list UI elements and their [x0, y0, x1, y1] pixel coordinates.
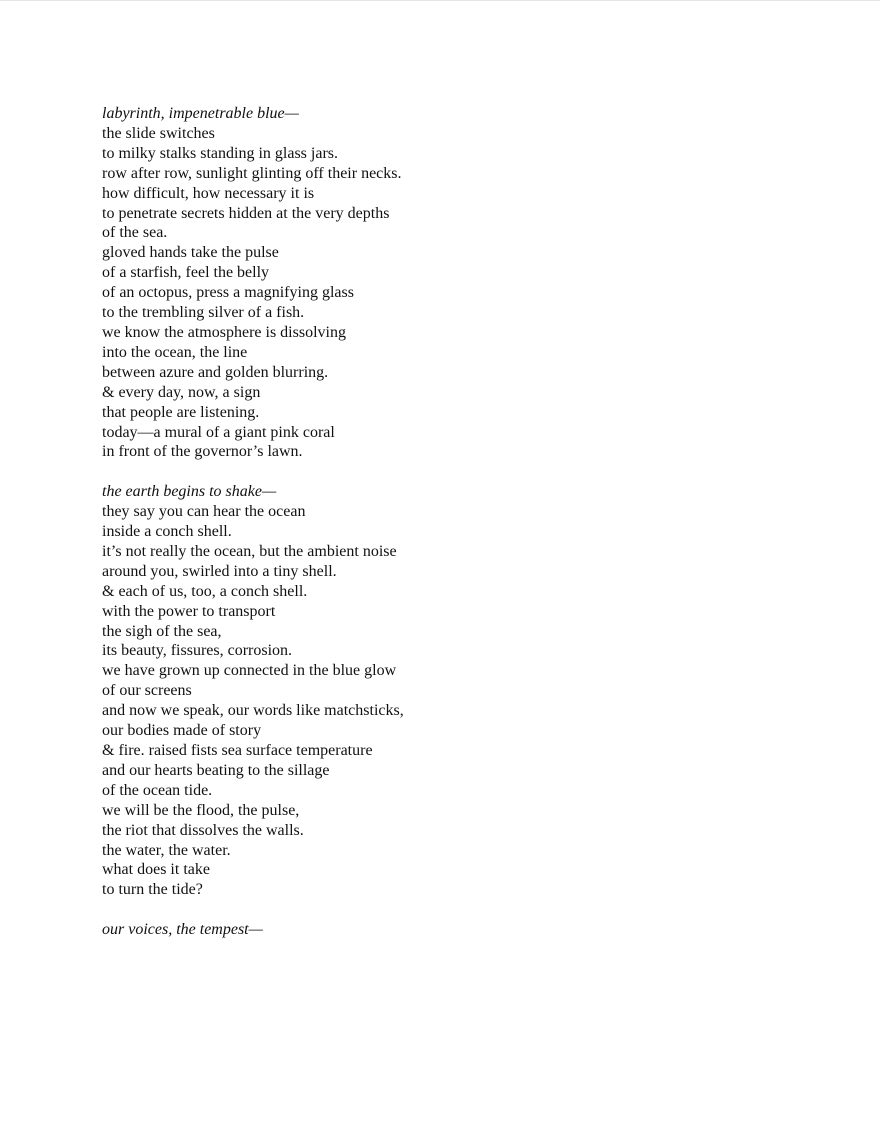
poem-body: [102, 104, 802, 940]
stanza: [102, 104, 802, 462]
poem-line: of an octopus, press a magnifying glass: [102, 284, 354, 302]
poem-line: of the ocean tide.: [102, 781, 213, 799]
poem-line: in front of the governor’s lawn.: [102, 443, 303, 461]
poem-line: we will be the flood, the pulse,: [102, 801, 300, 819]
poem-line: to milky stalks standing in glass jars.: [102, 144, 338, 162]
poem-line: our bodies made of story: [102, 722, 262, 740]
poem-line: to turn the tide?: [102, 881, 203, 899]
poem-line: how difficult, how necessary it is: [102, 184, 315, 202]
poem-line: of a starfish, feel the belly: [102, 264, 270, 282]
poem-line: we know the atmosphere is dissolving: [102, 323, 346, 341]
poem-line: the sigh of the sea,: [102, 622, 222, 640]
poem-line: to penetrate secrets hidden at the very depths: [102, 204, 390, 222]
poem-line: what does it take: [102, 861, 210, 879]
poem-line: to the trembling silver of a fish.: [102, 304, 305, 322]
poem-line: of our screens: [102, 682, 192, 700]
poem-line: it’s not really the ocean, but the ambient noise: [102, 542, 397, 560]
poem-line: of the sea.: [102, 224, 168, 242]
poem-line: we have grown up connected in the blue glow: [102, 662, 397, 680]
poem-line: today—a mural of a giant pink coral: [102, 423, 335, 441]
poem-line: the water, the water.: [102, 841, 231, 859]
poem-line: around you, swirled into a tiny shell.: [102, 562, 337, 580]
poem-line: row after row, sunlight glinting off their necks.: [102, 164, 402, 182]
poem-line: the slide switches: [102, 124, 215, 142]
poem-line: the riot that dissolves the walls.: [102, 821, 304, 839]
poem-line: and our hearts beating to the sillage: [102, 761, 330, 779]
stanza-heading: labyrinth, impenetrable blue—: [102, 105, 299, 122]
poem-line: & every day, now, a sign: [102, 383, 261, 401]
poem-line: and now we speak, our words like matchsticks,: [102, 702, 404, 720]
stanza-heading: the earth begins to shake—: [102, 483, 277, 501]
poem-line: inside a conch shell.: [102, 523, 232, 541]
poem-line: gloved hands take the pulse: [102, 244, 279, 262]
poem-line: between azure and golden blurring.: [102, 363, 329, 381]
poem-line: they say you can hear the ocean: [102, 503, 306, 521]
poem-line: & each of us, too, a conch shell.: [102, 582, 308, 600]
poem-line: with the power to transport: [102, 602, 276, 620]
page-top-edge: [0, 0, 880, 1]
poem-line: that people are listening.: [102, 403, 260, 421]
stanza-heading: our voices, the tempest—: [102, 921, 263, 939]
stanza: [102, 920, 802, 940]
stanza: [102, 482, 802, 900]
poem-line: into the ocean, the line: [102, 343, 248, 361]
poem-line: its beauty, fissures, corrosion.: [102, 642, 293, 660]
poem-line: & fire. raised fists sea surface temperature: [102, 741, 373, 759]
